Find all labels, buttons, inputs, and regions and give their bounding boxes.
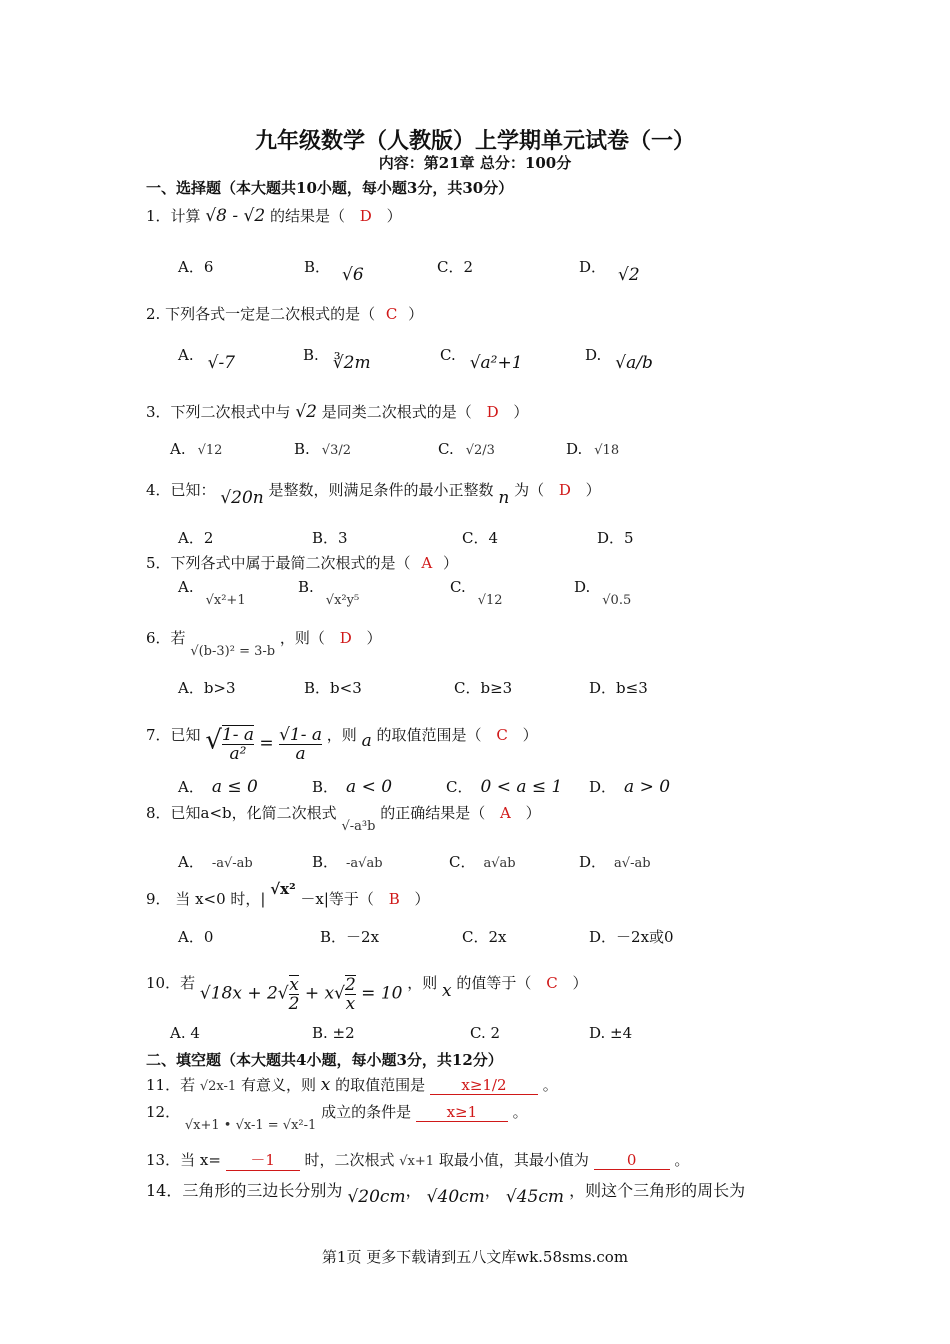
q4-close: ） [585, 481, 601, 499]
page-footer: 第1页 更多下载请到五八文库wk.58sms.com [321, 1248, 629, 1266]
q10-option-d: D. ±4 [589, 1024, 633, 1042]
q7-option-a-label: A． [178, 778, 204, 796]
q5-option-b [298, 578, 360, 608]
question-5 [146, 552, 458, 573]
q1-option-b [304, 256, 364, 285]
q9-option-b: B．－2x [320, 928, 380, 946]
q6-option-a: A．b>3 [178, 679, 236, 697]
q5-option-a-math: √x²+1 [205, 593, 246, 608]
q3-close: ） [513, 403, 529, 421]
q7-option-c-label: C． [446, 778, 473, 796]
q4-mid: 是整数，则满足条件的最小正整数 [268, 481, 494, 499]
q6-answer: D [339, 629, 352, 647]
q11-prefix: 11．若 [146, 1076, 196, 1094]
q4-answer: D [558, 481, 571, 499]
q3-option-c-math: √2/3 [465, 443, 495, 458]
q13-mid: 时，二次根式 [304, 1151, 395, 1169]
q1-option-b-label: B． [304, 258, 331, 276]
q5-text: 5．下列各式中属于最简二次根式的是（ [146, 554, 411, 572]
q9-suffix: －x|等于（ [300, 890, 374, 908]
q5-option-c [450, 578, 503, 608]
q8-option-a [178, 851, 253, 872]
q2-option-a-math: √-7 [207, 353, 236, 373]
q8-option-d-math: a√-ab [614, 856, 651, 871]
q5-option-d [574, 578, 632, 608]
q10-prefix: 10．若 [146, 974, 196, 992]
q8-option-b [312, 851, 383, 872]
q1-option-b-math: √6 [342, 265, 364, 285]
q10-answer: C [546, 974, 558, 992]
q2-option-b-label: B. [303, 346, 319, 364]
q11-end: 。 [542, 1076, 558, 1094]
q8-option-b-math: -a√ab [346, 856, 383, 871]
q5-answer: A [421, 554, 433, 572]
q7-option-c [446, 776, 562, 797]
q10-close: ） [572, 974, 588, 992]
q3-option-a-math: √12 [197, 443, 223, 458]
q5-option-d-label: D. [574, 578, 591, 596]
q3-option-a [170, 440, 222, 458]
q11-mid: 有意义，则 [240, 1076, 316, 1094]
q3-math: √2 [295, 402, 317, 422]
section-choice-heading: 一、选择题（本大题共10小题，每小题3分，共30分） [146, 179, 514, 197]
q8-answer: A [500, 804, 511, 822]
q2-answer: C [385, 305, 398, 323]
q7-close: ） [522, 726, 538, 744]
q3-suffix: 是同类二次根式的是（ [321, 403, 472, 421]
q8-option-d [579, 851, 651, 872]
q1-suffix: 的结果是（ [269, 207, 345, 225]
q7-option-d-math: a > 0 [624, 777, 671, 797]
q3-prefix: 3．下列二次根式中与 [146, 403, 291, 421]
question-3 [146, 401, 528, 422]
q7-option-d [589, 776, 670, 797]
q3-option-c [438, 440, 495, 458]
q8-math: √-a³b [341, 819, 376, 834]
q3-option-b-math: √3/2 [321, 443, 352, 458]
q1-close: ） [386, 207, 402, 225]
q5-option-d-math: √0.5 [602, 593, 632, 608]
q2-option-a-label: A. [178, 346, 194, 364]
q2-option-b-math: ∛2m [332, 353, 371, 373]
q12-prefix: 12． [146, 1103, 181, 1121]
q13-prefix: 13．当 x= [146, 1151, 221, 1169]
q9-option-c: C．2x [462, 928, 507, 946]
q4-option-c: C．4 [462, 529, 499, 547]
question-11 [146, 1074, 558, 1095]
q14-suffix: ，则这个三角形的周长为 [569, 1181, 746, 1200]
q11-answer: x≥1/2 [430, 1076, 538, 1095]
q1-option-c: C．2 [437, 258, 474, 276]
q8-suffix: 的正确结果是（ [380, 804, 486, 822]
question-8 [146, 802, 541, 834]
q8-option-c [449, 851, 516, 872]
q3-option-d [566, 440, 619, 458]
q3-option-c-label: C. [438, 440, 454, 458]
q7-tail: 的取值范围是（ [376, 726, 482, 744]
question-13 [146, 1149, 689, 1171]
q1-answer: D [359, 207, 372, 225]
q4-math: √20n [220, 488, 264, 508]
q13-math: √x+1 [399, 1154, 435, 1169]
q6-suffix: ，则（ [279, 629, 325, 647]
question-14: 14．三角形的三边长分别为 √20cm， √40cm， √45cm ，则这个三角形的周长为 [146, 1181, 746, 1207]
q11-suffix: 的取值范围是 [335, 1076, 426, 1094]
q6-option-d: D．b≤3 [589, 679, 648, 697]
q5-option-a-label: A. [178, 578, 194, 596]
q13-end: 。 [674, 1151, 690, 1169]
q5-close: ） [442, 554, 458, 572]
q3-option-b-label: B. [294, 440, 310, 458]
q1-option-d [579, 256, 640, 285]
page-title: 九年级数学（人教版）上学期单元试卷（一） [254, 128, 695, 154]
q13-answer-1: －1 [226, 1149, 300, 1171]
q10-tail: 的值等于（ [456, 974, 532, 992]
q5-option-c-math: √12 [477, 593, 503, 608]
q2-option-d [585, 345, 653, 373]
q2-option-a [178, 345, 236, 373]
q1-prefix: 1．计算 [146, 207, 201, 225]
q2-option-d-label: D. [585, 346, 602, 364]
q1-math: √8 - √2 [205, 206, 266, 226]
question-9 [146, 880, 430, 909]
q10-option-b: B. ±2 [312, 1024, 355, 1042]
q5-option-c-label: C. [450, 578, 466, 596]
question-1 [146, 205, 402, 226]
q10-var: x [442, 981, 452, 1001]
q10-equation: √18x + 2√ $\frac{x}{2}$ + x√ $\frac{2}{x}$ = 10 [199, 975, 403, 1014]
q6-prefix: 6．若 [146, 629, 186, 647]
q11-math: √2x-1 [199, 1079, 237, 1094]
q1-option-d-math: √2 [618, 265, 640, 285]
q1-option-a: A．6 [178, 258, 214, 276]
q7-var: a [361, 731, 372, 751]
q8-option-b-label: B． [312, 853, 339, 871]
q4-option-a: A．2 [178, 529, 214, 547]
q12-end: 。 [512, 1103, 528, 1121]
q8-prefix: 8．已知a<b，化简二次根式 [146, 804, 337, 822]
q4-var: n [498, 488, 510, 508]
q9-answer: B [388, 890, 400, 908]
q8-option-d-label: D． [579, 853, 607, 871]
q7-prefix: 7．已知 [146, 726, 201, 744]
q6-option-b: B．b<3 [304, 679, 362, 697]
q2-close: ） [408, 305, 424, 323]
q13-answer-2: 0 [594, 1151, 670, 1170]
q2-option-c-label: C. [440, 346, 456, 364]
q7-option-d-label: D． [589, 778, 617, 796]
q7-option-b [312, 776, 392, 797]
q2-option-d-math: √a/b [615, 353, 653, 373]
q14-math-2: √40cm [426, 1187, 485, 1207]
q12-math: √x+1 • √x-1 = √x²-1 [184, 1118, 317, 1133]
question-12 [146, 1101, 528, 1133]
page-subtitle: 内容：第21章 总分：100分 [378, 154, 572, 172]
q8-option-c-math: a√ab [483, 856, 516, 871]
q2-text: 2. 下列各式一定是二次根式的是（ [146, 305, 376, 323]
q7-option-a-math: a ≤ 0 [211, 777, 258, 797]
q12-answer: x≥1 [416, 1103, 508, 1122]
q7-equation: √ $\frac{1- a}{\text{a²}}$ = $\frac{√1- a}{a}$ [205, 724, 323, 764]
q7-suffix: ，则 [326, 726, 357, 744]
q8-option-a-label: A． [178, 853, 204, 871]
q3-answer: D [486, 403, 499, 421]
question-7 [146, 717, 538, 764]
q9-close: ） [414, 890, 430, 908]
question-2 [146, 303, 423, 324]
q7-answer: C [496, 726, 508, 744]
q12-suffix: 成立的条件是 [321, 1103, 412, 1121]
q5-option-b-math: √x²y⁵ [325, 593, 360, 608]
q9-option-d: D．－2x或0 [589, 928, 674, 946]
q10-suffix: ，则 [407, 974, 438, 992]
q9-math: √x² [270, 880, 296, 898]
q9-prefix: 9． 当 x<0 时，| [146, 890, 266, 908]
q4-option-b: B．3 [312, 529, 348, 547]
q3-option-a-label: A. [170, 440, 186, 458]
q14-prefix: 14．三角形的三边长分别为 [146, 1181, 343, 1200]
q14-math-3: √45cm [505, 1187, 564, 1207]
q2-option-c-math: √a²+1 [469, 353, 523, 373]
q8-option-a-math: -a√-ab [211, 856, 253, 871]
question-10 [146, 965, 588, 1014]
q13-mid2: 取最小值，其最小值为 [438, 1151, 589, 1169]
q4-suffix: 为（ [514, 481, 545, 499]
q4-prefix: 4．已知： [146, 481, 216, 499]
q7-option-c-math: 0 < a ≤ 1 [480, 777, 563, 797]
q6-close: ） [366, 629, 382, 647]
q3-option-d-math: √18 [594, 443, 620, 458]
question-4 [146, 479, 601, 508]
q4-option-d: D．5 [597, 529, 634, 547]
q9-option-a: A．0 [178, 928, 214, 946]
q14-math-1: √20cm [347, 1187, 406, 1207]
q6-math: √(b-3)² = 3-b [190, 644, 276, 659]
q3-option-d-label: D. [566, 440, 583, 458]
q1-option-d-label: D． [579, 258, 607, 276]
q7-option-a [178, 776, 258, 797]
q6-option-c: C．b≥3 [454, 679, 513, 697]
q5-option-a [178, 578, 246, 608]
q5-option-b-label: B. [298, 578, 314, 596]
q10-option-a: A. 4 [170, 1024, 200, 1042]
q8-option-c-label: C． [449, 853, 476, 871]
q7-option-b-label: B． [312, 778, 339, 796]
q3-option-b [294, 440, 351, 458]
q8-close: ） [525, 804, 541, 822]
q10-option-c: C. 2 [470, 1024, 501, 1042]
q2-option-b [303, 345, 371, 373]
q2-option-c [440, 345, 523, 373]
q11-var: x [320, 1075, 331, 1095]
section-fill-heading: 二、填空题（本大题共4小题，每小题3分，共12分） [146, 1051, 503, 1069]
q7-option-b-math: a < 0 [346, 777, 393, 797]
question-6 [146, 627, 382, 659]
